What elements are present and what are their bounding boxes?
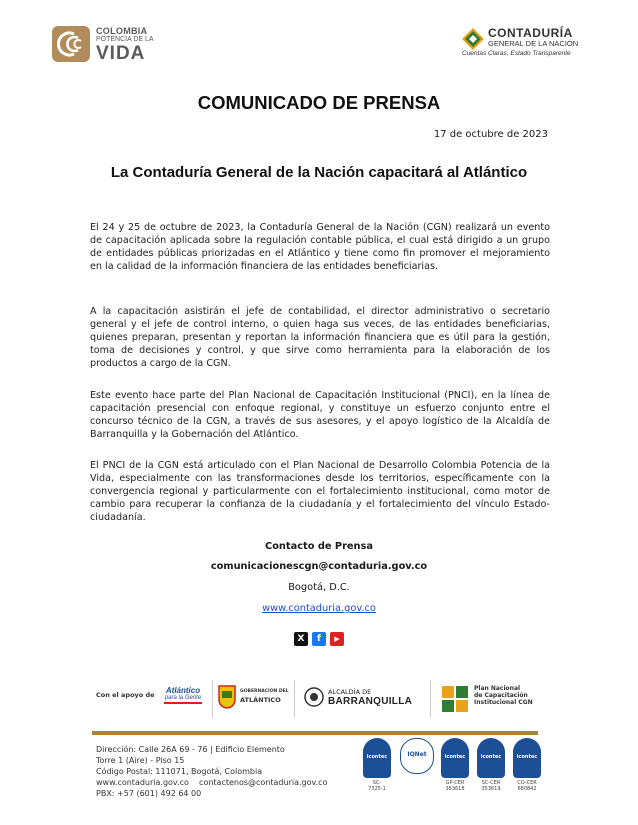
gobernacion-atlantico-logo bbox=[218, 685, 288, 711]
cert-code: SC-CER 353619 bbox=[481, 780, 501, 792]
pnci-text-3: Institucional CGN bbox=[474, 699, 533, 706]
atlantico-underline bbox=[164, 702, 202, 704]
logo-tagline: Cuentas Claras, Estado Transparente bbox=[462, 50, 571, 57]
iqnet-badge-icon bbox=[400, 738, 434, 774]
cert-code: SC- 7325-1 bbox=[368, 780, 386, 792]
atlantico-dept-text: ATLÁNTICO bbox=[240, 696, 281, 704]
atlantico-text: Atlántico bbox=[165, 686, 201, 695]
partner-divider bbox=[294, 680, 295, 718]
cert-brand: icontec bbox=[366, 754, 388, 760]
social-icons bbox=[294, 632, 346, 646]
cert-brand: icontec bbox=[444, 754, 466, 760]
footer-address bbox=[96, 744, 327, 799]
atlantico-para-la-gente-logo bbox=[158, 686, 208, 704]
body-paragraph-2: A la capacitación asistirán el jefe de contabilidad, el director administrativo o secretario general y el jefe de control interno, o quien haga sus veces, de las entidades beneficiarias, quienes preparan, presentan y reportan la información financiera que es útil para la gestión, toma de decisiones y control, y que sirve como herramienta para la elaboración de los productos a cargo de la CGN. bbox=[90, 306, 550, 369]
body-paragraph-4: El PNCI de la CGN está articulado con el Plan Nacional de Desarrollo Colombia Potencia de la Vida, especialmente con las transformaciones desde los territorios, específicamente con la convergencia regional y particularmente con el fortalecimiento institucional, como motor de cambio para recuperar la confianza de la ciudadanía y el fortalecimiento del vínculo Estado-ciudadanía. bbox=[90, 460, 550, 523]
gobernacion-shield-icon bbox=[218, 685, 236, 709]
logo-text-potencia: POTENCIA DE LA bbox=[96, 36, 154, 43]
certification-logos bbox=[362, 738, 548, 806]
partner-divider bbox=[430, 680, 431, 718]
cert-brand: IQNet bbox=[407, 751, 427, 758]
gobernacion-text: GOBERNACIÓN DEL bbox=[240, 689, 289, 694]
icontec-badge-icon bbox=[477, 738, 505, 778]
address-line-2: Torre 1 (Aire) - Piso 15 bbox=[96, 756, 185, 765]
pnci-text-1: Plan Nacional bbox=[474, 685, 521, 692]
partner-divider bbox=[212, 680, 213, 718]
icontec-badge-icon bbox=[513, 738, 541, 778]
facebook-icon[interactable]: f bbox=[312, 632, 326, 646]
x-icon[interactable]: X bbox=[294, 632, 308, 646]
colombia-potencia-vida-logo bbox=[52, 26, 162, 66]
contact-email[interactable]: comunicacionescgn@contaduria.gov.co bbox=[210, 561, 428, 572]
pnci-text-2: de Capacitación bbox=[474, 692, 528, 699]
support-label: Con el apoyo de bbox=[96, 691, 155, 699]
body-paragraph-3: Este evento hace parte del Plan Nacional de Capacitación Institucional (PNCI), en la línea de capacitación presencial con enfoque regional, y constituye un esfuerzo conjunto entre el concurso técnico de la CGN, a través de sus asesores, y el apoyo logístico de la Alcaldía de Barranquilla y la Gobernación del Atlántico. bbox=[90, 390, 550, 440]
contact-title: Contacto de Prensa bbox=[265, 541, 373, 552]
logo-text-general-nacion: GENERAL DE LA NACIÓN bbox=[488, 39, 579, 48]
certification-badge bbox=[440, 738, 470, 792]
headline: La Contaduría General de la Nación capacitará al Atlántico bbox=[110, 164, 528, 181]
footer-divider bbox=[92, 731, 538, 735]
logo-text-contaduria: CONTADURÍA bbox=[488, 26, 573, 40]
partners-row bbox=[96, 680, 556, 720]
cert-brand: icontec bbox=[480, 754, 502, 760]
address-line-1: Dirección: Calle 26A 69 - 76 | Edificio Elemento bbox=[96, 745, 285, 754]
certification-badge bbox=[362, 738, 392, 792]
logo-text-colombia: COLOMBIA bbox=[96, 26, 148, 36]
cert-code: GP-CER 353618 bbox=[445, 780, 465, 792]
barranquilla-text: BARRANQUILLA bbox=[328, 696, 413, 707]
address-line-4: www.contaduria.gov.co contactenos@contaduria.gov.co bbox=[96, 778, 328, 787]
contact-city: Bogotá, D.C. bbox=[288, 582, 350, 593]
certification-badge bbox=[476, 738, 506, 792]
icontec-badge-icon bbox=[441, 738, 469, 778]
certification-badge bbox=[512, 738, 542, 792]
cert-brand: icontec bbox=[516, 754, 538, 760]
body-paragraph-1: El 24 y 25 de octubre de 2023, la Contaduría General de la Nación (CGN) realizará un evento de capacitación aplicada sobre la regulación contable pública, el cual está dirigido a un grupo de entidades públicas priorizadas en el Atlántico y tiene como fin promover el mejoramiento en la calidad de la información financiera de las entidades beneficiarias. bbox=[90, 222, 550, 272]
colombia-logo-icon bbox=[52, 26, 90, 62]
contaduria-logo-icon bbox=[462, 28, 484, 50]
youtube-icon[interactable]: ▶ bbox=[330, 632, 344, 646]
publication-date: 17 de octubre de 2023 bbox=[433, 129, 548, 140]
pnci-icon bbox=[440, 684, 470, 714]
address-line-3: Código Postal: 111071, Bogotá, Colombia bbox=[96, 767, 263, 776]
pnci-cgn-logo bbox=[440, 684, 550, 714]
alcaldia-text: ALCALDÍA DE bbox=[328, 688, 372, 696]
cert-code: CO-CER 680842 bbox=[517, 780, 537, 792]
icontec-badge-icon bbox=[363, 738, 391, 778]
barranquilla-seal-icon bbox=[304, 686, 324, 708]
certification-badge bbox=[400, 738, 430, 774]
para-la-gente-text: para la Gente bbox=[164, 695, 202, 701]
address-line-5: PBX: +57 (601) 492 64 00 bbox=[96, 789, 202, 798]
logo-text-vida: VIDA bbox=[96, 43, 146, 64]
page-title: COMUNICADO DE PRENSA bbox=[197, 92, 441, 113]
contaduria-logo bbox=[462, 26, 592, 62]
website-link[interactable]: www.contaduria.gov.co bbox=[262, 603, 376, 614]
alcaldia-barranquilla-logo bbox=[304, 686, 414, 712]
